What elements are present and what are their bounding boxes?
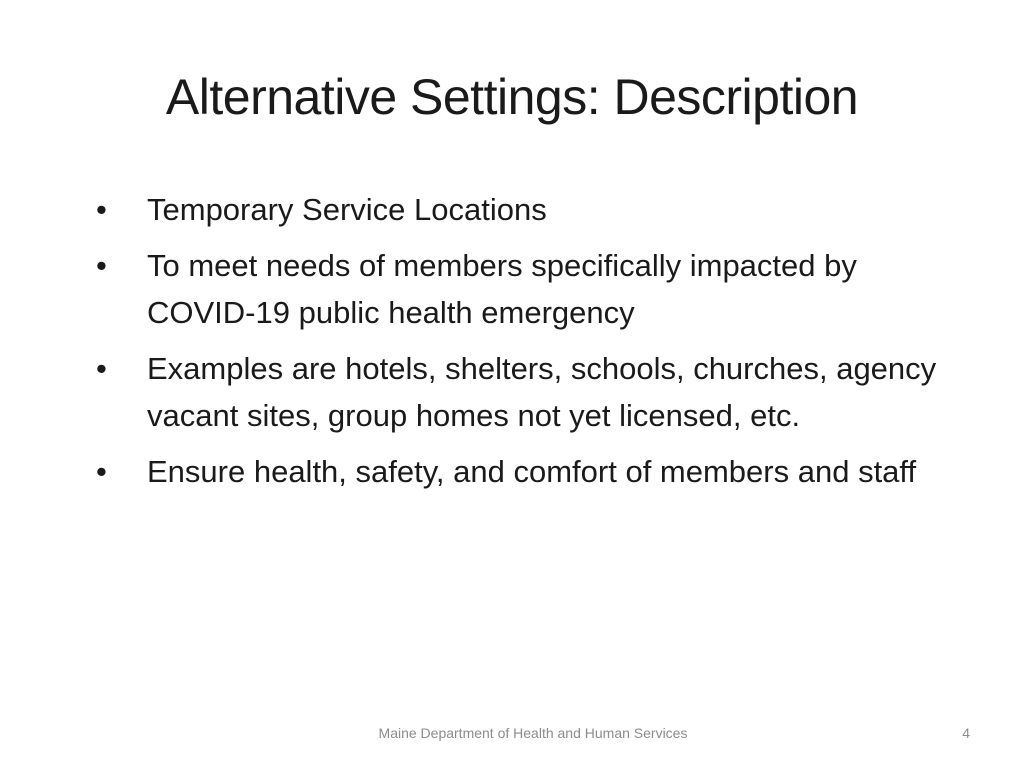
bullet-item xyxy=(96,242,956,336)
bullet-list xyxy=(96,186,956,504)
bullet-icon: • xyxy=(96,351,107,386)
bullet-text: Examples are hotels, shelters, schools, churches, agency vacant sites, group homes not yet licensed, etc. xyxy=(147,351,937,433)
slide-title: Alternative Settings: Description xyxy=(165,69,859,125)
bullet-text: To meet needs of members specifically impacted by COVID-19 public health emergency xyxy=(147,248,857,330)
slide-number: 4 xyxy=(962,725,970,741)
bullet-item xyxy=(96,186,956,233)
bullet-item xyxy=(96,448,956,495)
footer-organization: Maine Department of Health and Human Services xyxy=(378,725,688,741)
bullet-icon: • xyxy=(96,454,107,489)
bullet-text: Temporary Service Locations xyxy=(147,192,547,227)
bullet-icon: • xyxy=(96,192,107,227)
bullet-item xyxy=(96,345,956,439)
bullet-icon: • xyxy=(96,248,107,283)
bullet-text: Ensure health, safety, and comfort of members and staff xyxy=(147,454,917,489)
